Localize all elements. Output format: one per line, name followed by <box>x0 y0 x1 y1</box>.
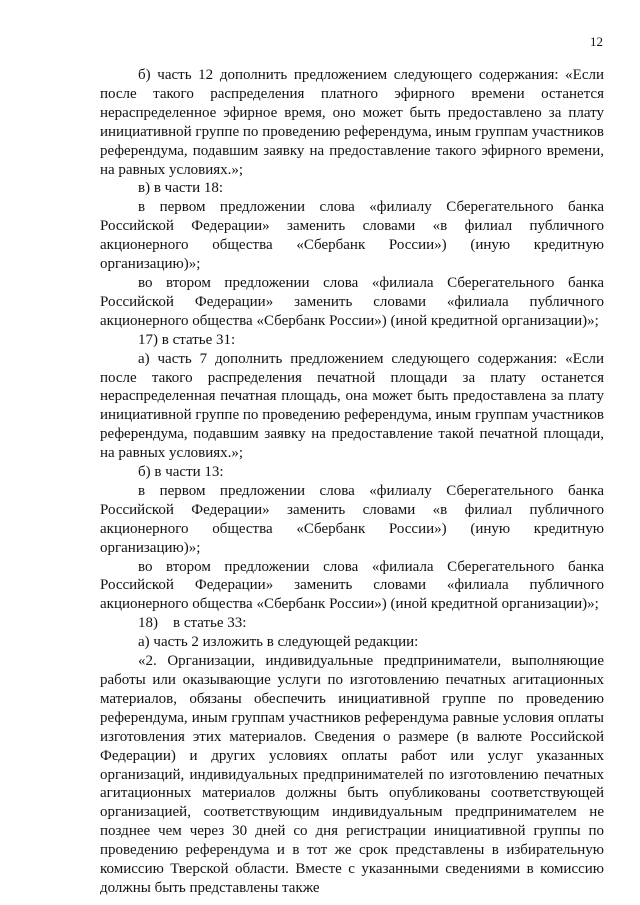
paragraph-amend-part-12: б) часть 12 дополнить предложением следующего содержания: «Если после такого распределения платного эфирного времени останется нераспределенное эфирное время, оно может быть предоставлено за плату инициативной группе по проведению референдума, иным группам участников референдума, подавшим заявку на предоставление такого эфирного времени, на равных условиях.»; <box>100 67 604 178</box>
paragraph-part-18-heading: в) в части 18: <box>138 180 224 197</box>
page-number: 12 <box>590 34 603 49</box>
paragraph-amend-part-7: а) часть 7 дополнить предложением следующего содержания: «Если после такого распределения печатной площади за плату останется нераспределенная печатная площадь, она может быть предоставлена за плату инициативной группе по проведению референдума, иным группам участников референдума, подавшим заявку на предоставление такой печатной площади, на равных условиях.»; <box>100 350 604 462</box>
paragraph-part-13-second-sentence: во втором предложении слова «филиала Сберегательного банка Российской Федерации» заменить словами «филиала публичного акционерного общества «Сбербанк России») (иной кредитной организации)»; <box>100 558 604 613</box>
paragraph-article-31-heading: 17) в статье 31: <box>138 331 236 348</box>
paragraph-part-18-second-sentence: во втором предложении слова «филиала Сберегательного банка Российской Федерации» заменить словами «филиала публичного акционерного общества «Сбербанк России») (иной кредитной организации)»; <box>100 274 604 329</box>
paragraph-part-13-first-sentence: в первом предложении слова «филиалу Сберегательного банка Российской Федерации» заменить словами «в филиал публичного акционерного общества «Сбербанк России») (иную кредитную организацию)»; <box>100 482 604 556</box>
paragraph-part-2-heading: а) часть 2 изложить в следующей редакции: <box>138 634 419 651</box>
document-body <box>100 66 604 898</box>
paragraph-part-13-heading: б) в части 13: <box>138 464 224 481</box>
paragraph-part-18-first-sentence: в первом предложении слова «филиалу Сберегательного банка Российской Федерации» заменить словами «в филиал публичного акционерного общества «Сбербанк России») (иную кредитную организацию)»; <box>100 199 604 273</box>
paragraph-part-2-new-text: «2. Организации, индивидуальные предприниматели, выполняющие работы или оказывающие услуги по изготовлению печатных агитационных материалов, обязаны обеспечить инициативной группе по проведению референдума, иным группам участников референдума равные условия оплаты изготовления этих материалов. Сведения о размере (в валюте Российской Федерации) и других условиях оплаты работ или услуг указанных организаций, индивидуальных предпринимателей по изготовлению печатных агитационных материалов должны быть опубликованы соответствующей организацией, соответствующим индивидуальным предпринимателем не позднее чем через 30 дней со дня регистрации инициативной группы по проведению референдума и в тот же срок представлены в избирательную комиссию Тверской области. Вместе с указанными сведениями в комиссию должны быть представлены также <box>100 653 604 896</box>
paragraph-article-33-heading: 18) в статье 33: <box>138 615 247 632</box>
